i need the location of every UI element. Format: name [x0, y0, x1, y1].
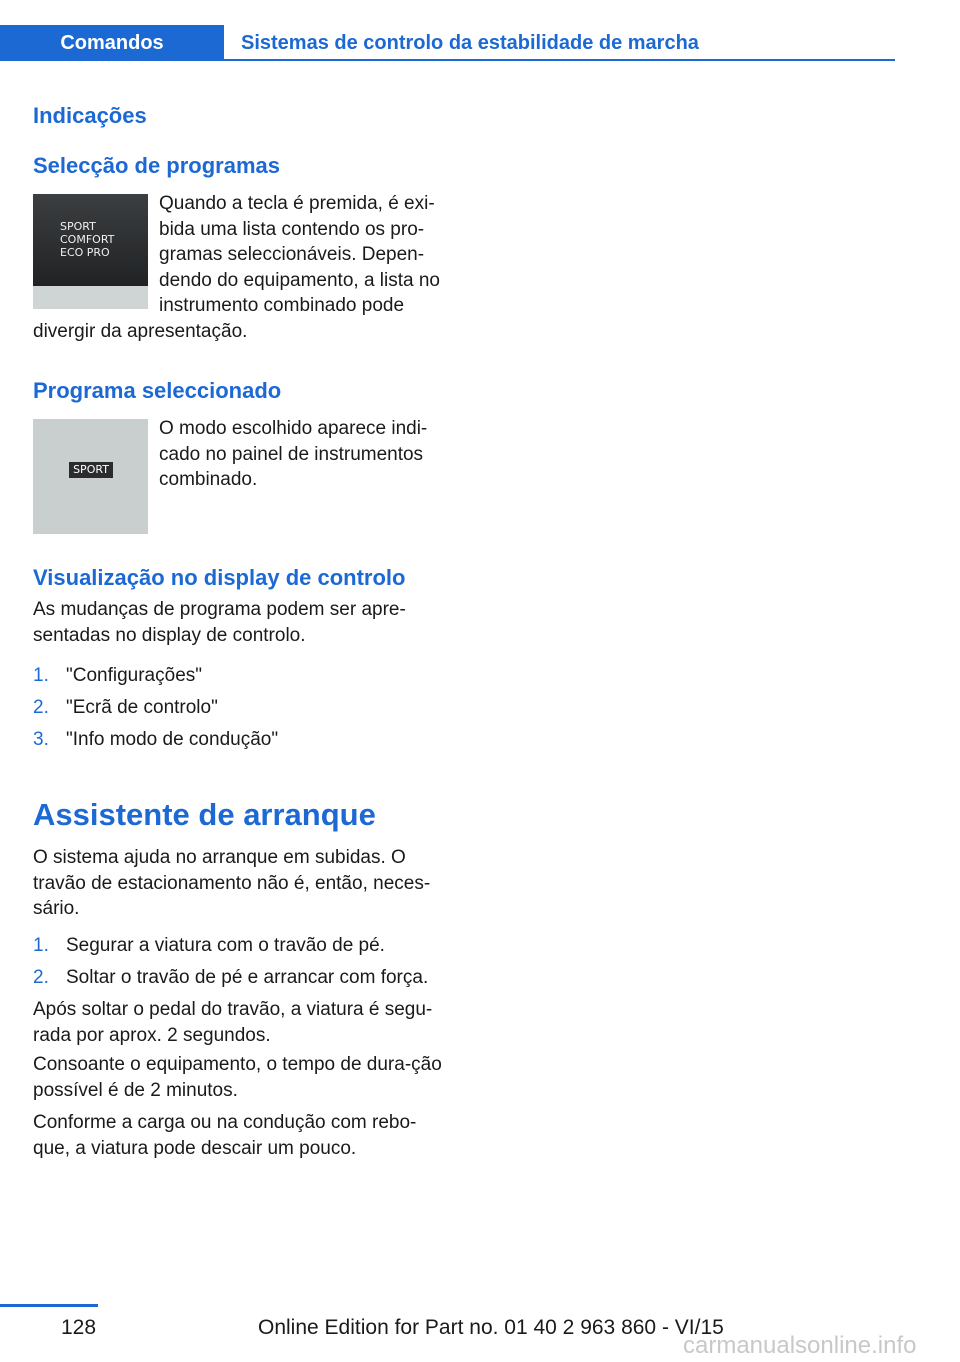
assistente-paragraph-1: Após soltar o pedal do travão, a viatura é segu-rada por aprox. 2 segundos.: [33, 999, 433, 1046]
program-comfort: COMFORT: [60, 233, 115, 246]
list-text: Segurar a viatura com o travão de pé.: [66, 935, 385, 956]
page-header: [0, 25, 895, 61]
assistente-paragraph-2: Consoante o equipamento, o tempo de dura-ção possível é de 2 minutos.: [33, 1054, 442, 1101]
program-sport: SPORT: [60, 220, 96, 233]
list-text: "Info modo de condução": [66, 729, 279, 750]
footer-rule: [0, 1304, 98, 1307]
list-number: 1.: [33, 935, 49, 956]
heading-assistente-arranque: Assistente de arranque: [33, 797, 376, 832]
heading-programa-seleccionado: Programa seleccionado: [33, 378, 282, 403]
page-number: 128: [61, 1316, 97, 1339]
list-number: 3.: [33, 729, 49, 750]
program-eco-pro: ECO PRO: [60, 246, 110, 259]
selected-program-image: [33, 419, 148, 534]
assistente-intro: O sistema ajuda no arranque em subidas. O travão de estacionamento não é, então, neces-sário.: [33, 847, 431, 919]
assistente-paragraph-3: Conforme a carga ou na condução com rebo-que, a viatura pode descair um pouco.: [33, 1112, 417, 1159]
watermark: carmanualsonline.info: [683, 1332, 917, 1359]
list-number: 2.: [33, 697, 49, 718]
heading-seleccao-programas: Selecção de programas: [33, 153, 281, 178]
list-number: 1.: [33, 665, 49, 686]
paragraph-programa: [33, 416, 451, 534]
list-text: Soltar o travão de pé e arrancar com força.: [66, 967, 429, 988]
list-number: 2.: [33, 967, 49, 988]
visualizacao-text: As mudanças de programa podem ser apre-sentadas no display de controlo.: [33, 599, 406, 646]
program-list-text: [60, 220, 114, 259]
section-tab[interactable]: Comandos: [0, 25, 224, 61]
program-list-image: [33, 194, 148, 309]
list-text: "Ecrã de controlo": [66, 697, 218, 718]
seleccao-text: Quando a tecla é premida, é exi-bida uma lista contendo os pro-gramas seleccionáveis. Depen-dendo do equipamento, a lista no instrumento combinado pode divergir da apresentação.: [33, 193, 440, 342]
paragraph-seleccao: [33, 191, 451, 344]
sport-badge: SPORT: [69, 462, 113, 478]
heading-visualizacao: Visualização no display de controlo: [33, 565, 406, 590]
programa-text: O modo escolhido aparece indi-cado no painel de instrumentos combinado.: [159, 418, 428, 490]
heading-indicacoes: Indicações: [33, 103, 147, 128]
breadcrumb[interactable]: Sistemas de controlo da estabilidade de marcha: [241, 32, 699, 54]
list-text: "Configurações": [66, 665, 203, 686]
edition-info: Online Edition for Part no. 01 40 2 963 860 - VI/15: [258, 1316, 724, 1339]
